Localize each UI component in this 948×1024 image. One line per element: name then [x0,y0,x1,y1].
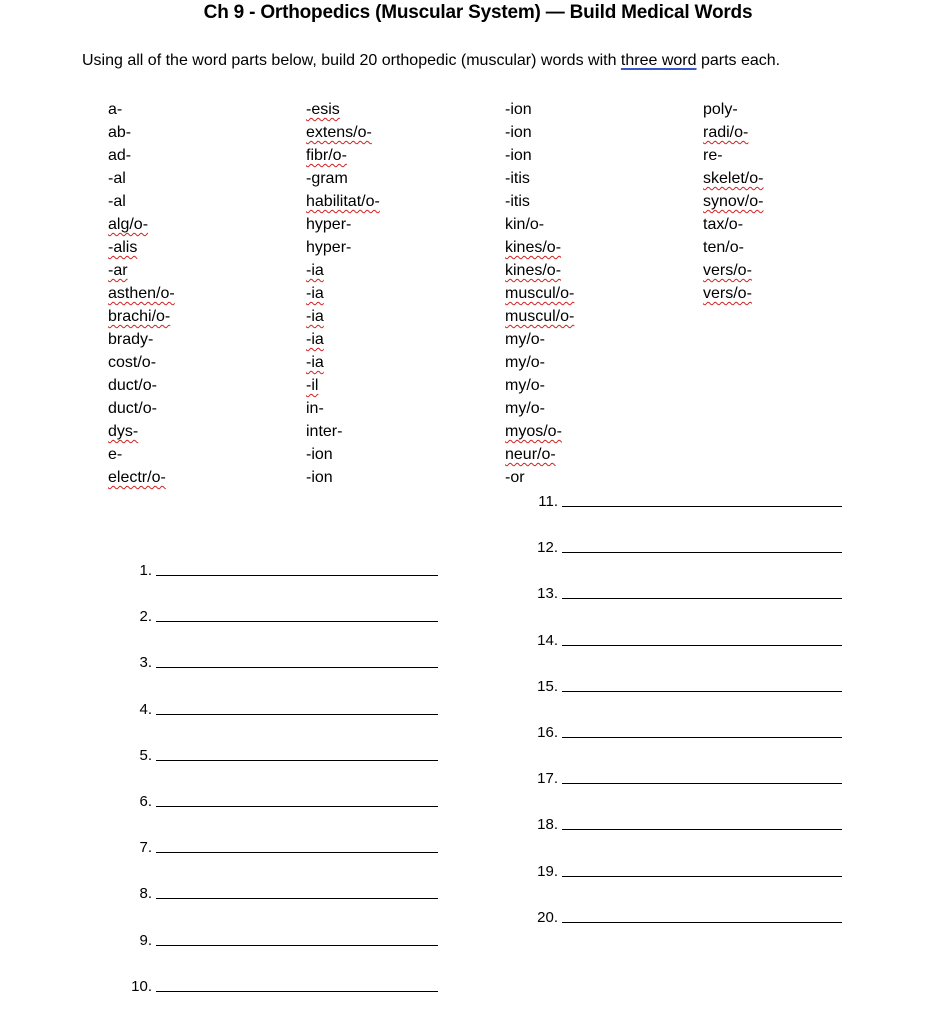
answer-blank-left-3[interactable] [120,651,438,671]
answer-line[interactable] [156,898,438,899]
word-part: vers/o- [703,285,752,302]
word-part: skelet/o- [703,170,764,187]
word-parts-column-2 [306,98,380,489]
word-part: in- [306,400,324,417]
word-part: dys- [108,423,139,440]
answer-blank-left-10[interactable] [120,975,438,995]
word-part: -ion [505,124,532,141]
answer-number: 3. [139,654,152,672]
answer-number: 5. [139,746,152,764]
answer-line[interactable] [562,552,842,553]
answer-blank-left-8[interactable] [120,882,438,902]
word-part: muscul/o- [505,308,575,325]
word-part: duct/o- [108,400,157,417]
word-part: my/o- [505,377,545,394]
word-part: radi/o- [703,124,749,141]
instructions-text: Using all of the word parts below, build 20 orthopedic (muscular) words with [82,52,621,69]
answer-blank-right-6[interactable] [520,721,842,741]
answer-line[interactable] [562,691,842,692]
answer-blank-right-10[interactable] [520,906,842,926]
word-part: -itis [505,170,530,187]
answer-blank-left-2[interactable] [120,605,438,625]
word-part: my/o- [505,400,545,417]
answer-number: 2. [139,608,152,626]
answer-line[interactable] [156,575,438,576]
word-parts-column-4 [703,98,763,305]
answer-line[interactable] [156,760,438,761]
answer-number: 12. [537,539,558,557]
word-part: hyper- [306,239,352,256]
word-part: my/o- [505,331,545,348]
word-part: duct/o- [108,377,157,394]
word-part: ad- [108,147,132,164]
answer-line[interactable] [156,714,438,715]
word-part: brachi/o- [108,308,171,325]
word-part: ten/o- [703,239,744,256]
word-part: -ion [306,469,333,486]
answer-line[interactable] [156,621,438,622]
answer-number: 19. [537,862,558,880]
answer-number: 8. [139,885,152,903]
word-part: -esis [306,101,340,118]
word-part: -al [108,193,126,210]
answer-blank-left-7[interactable] [120,836,438,856]
word-part: -ion [505,101,532,118]
answer-number: 16. [537,724,558,741]
answer-blank-left-1[interactable] [120,559,438,579]
word-part: -ion [306,446,333,463]
answer-number: 15. [537,677,558,695]
word-part: kines/o- [505,239,562,256]
word-part: -or [505,469,525,486]
answer-blank-left-4[interactable] [120,698,438,718]
answer-blank-left-5[interactable] [120,744,438,764]
word-part: -ia [306,308,324,325]
word-part: cost/o- [108,354,157,371]
word-part: brady- [108,331,154,348]
word-part: fibr/o- [306,147,347,164]
answer-blank-right-7[interactable] [520,767,842,787]
word-part: vers/o- [703,262,752,279]
page-title: Ch 9 - Orthopedics (Muscular System) — Build Medical Words [203,2,753,23]
word-part: -gram [306,170,348,187]
answer-blank-left-9[interactable] [120,929,438,949]
word-part: poly- [703,101,738,118]
word-part: inter- [306,423,343,440]
word-part: e- [108,446,123,463]
word-part: -al [108,170,126,187]
word-part: tax/o- [703,216,744,233]
word-part: -ia [306,285,324,302]
word-part: -ia [306,262,324,279]
answer-line[interactable] [156,852,438,853]
word-part: -ia [306,354,324,371]
answer-number: 1. [139,562,152,579]
answer-number: 4. [139,700,152,718]
word-parts-column-1 [108,98,175,489]
answer-line[interactable] [562,922,842,923]
word-part: -il [306,377,319,394]
word-part: kines/o- [505,262,562,279]
answer-number: 9. [139,931,152,949]
word-part: asthen/o- [108,285,175,302]
word-part: re- [703,147,723,164]
answer-line[interactable] [156,806,438,807]
word-part: myos/o- [505,423,562,440]
word-part: ab- [108,124,132,141]
instructions-text-end: parts each. [696,52,781,69]
answer-blank-right-4[interactable] [520,629,842,649]
answer-blank-right-8[interactable] [520,813,842,833]
word-part: -ia [306,331,324,348]
answer-number: 11. [538,493,558,510]
instructions [82,52,780,70]
instructions-highlight: three word [620,52,697,69]
answer-number: 20. [537,908,558,926]
answer-line[interactable] [562,737,842,738]
answer-line[interactable] [562,829,842,830]
answer-line[interactable] [156,991,438,992]
answer-line[interactable] [562,506,842,507]
answer-blank-right-2[interactable] [520,536,842,556]
word-part: extens/o- [306,124,372,141]
word-part: muscul/o- [505,285,575,302]
answer-number: 13. [537,585,558,603]
answer-line[interactable] [156,667,438,668]
answer-blank-right-5[interactable] [520,675,842,695]
word-part: electr/o- [108,469,166,486]
answer-blank-left-6[interactable] [120,790,438,810]
answer-line[interactable] [562,645,842,646]
word-part: a- [108,101,123,118]
word-part: -ar [108,262,128,279]
answer-blank-right-3[interactable] [520,582,842,602]
word-part: kin/o- [505,216,545,233]
answer-number: 7. [139,839,152,857]
word-part: my/o- [505,354,545,371]
answer-number: 18. [537,816,558,834]
answer-number: 17. [537,770,558,788]
word-parts-column-3 [505,98,574,489]
answer-blank-right-1[interactable] [520,490,842,510]
word-part: -ion [505,147,532,164]
answer-line[interactable] [156,945,438,946]
word-part: habilitat/o- [306,193,380,210]
word-part: -itis [505,193,530,210]
word-part: neur/o- [505,446,556,463]
answer-number: 14. [537,631,558,649]
answer-line[interactable] [562,876,842,877]
answer-blank-right-9[interactable] [520,860,842,880]
word-part: -alis [108,239,138,256]
word-part: alg/o- [108,216,149,233]
word-part: synov/o- [703,193,764,210]
answer-number: 6. [139,793,152,810]
answer-line[interactable] [562,783,842,784]
answer-number: 10. [131,977,152,995]
answer-line[interactable] [562,598,842,599]
word-part: hyper- [306,216,352,233]
